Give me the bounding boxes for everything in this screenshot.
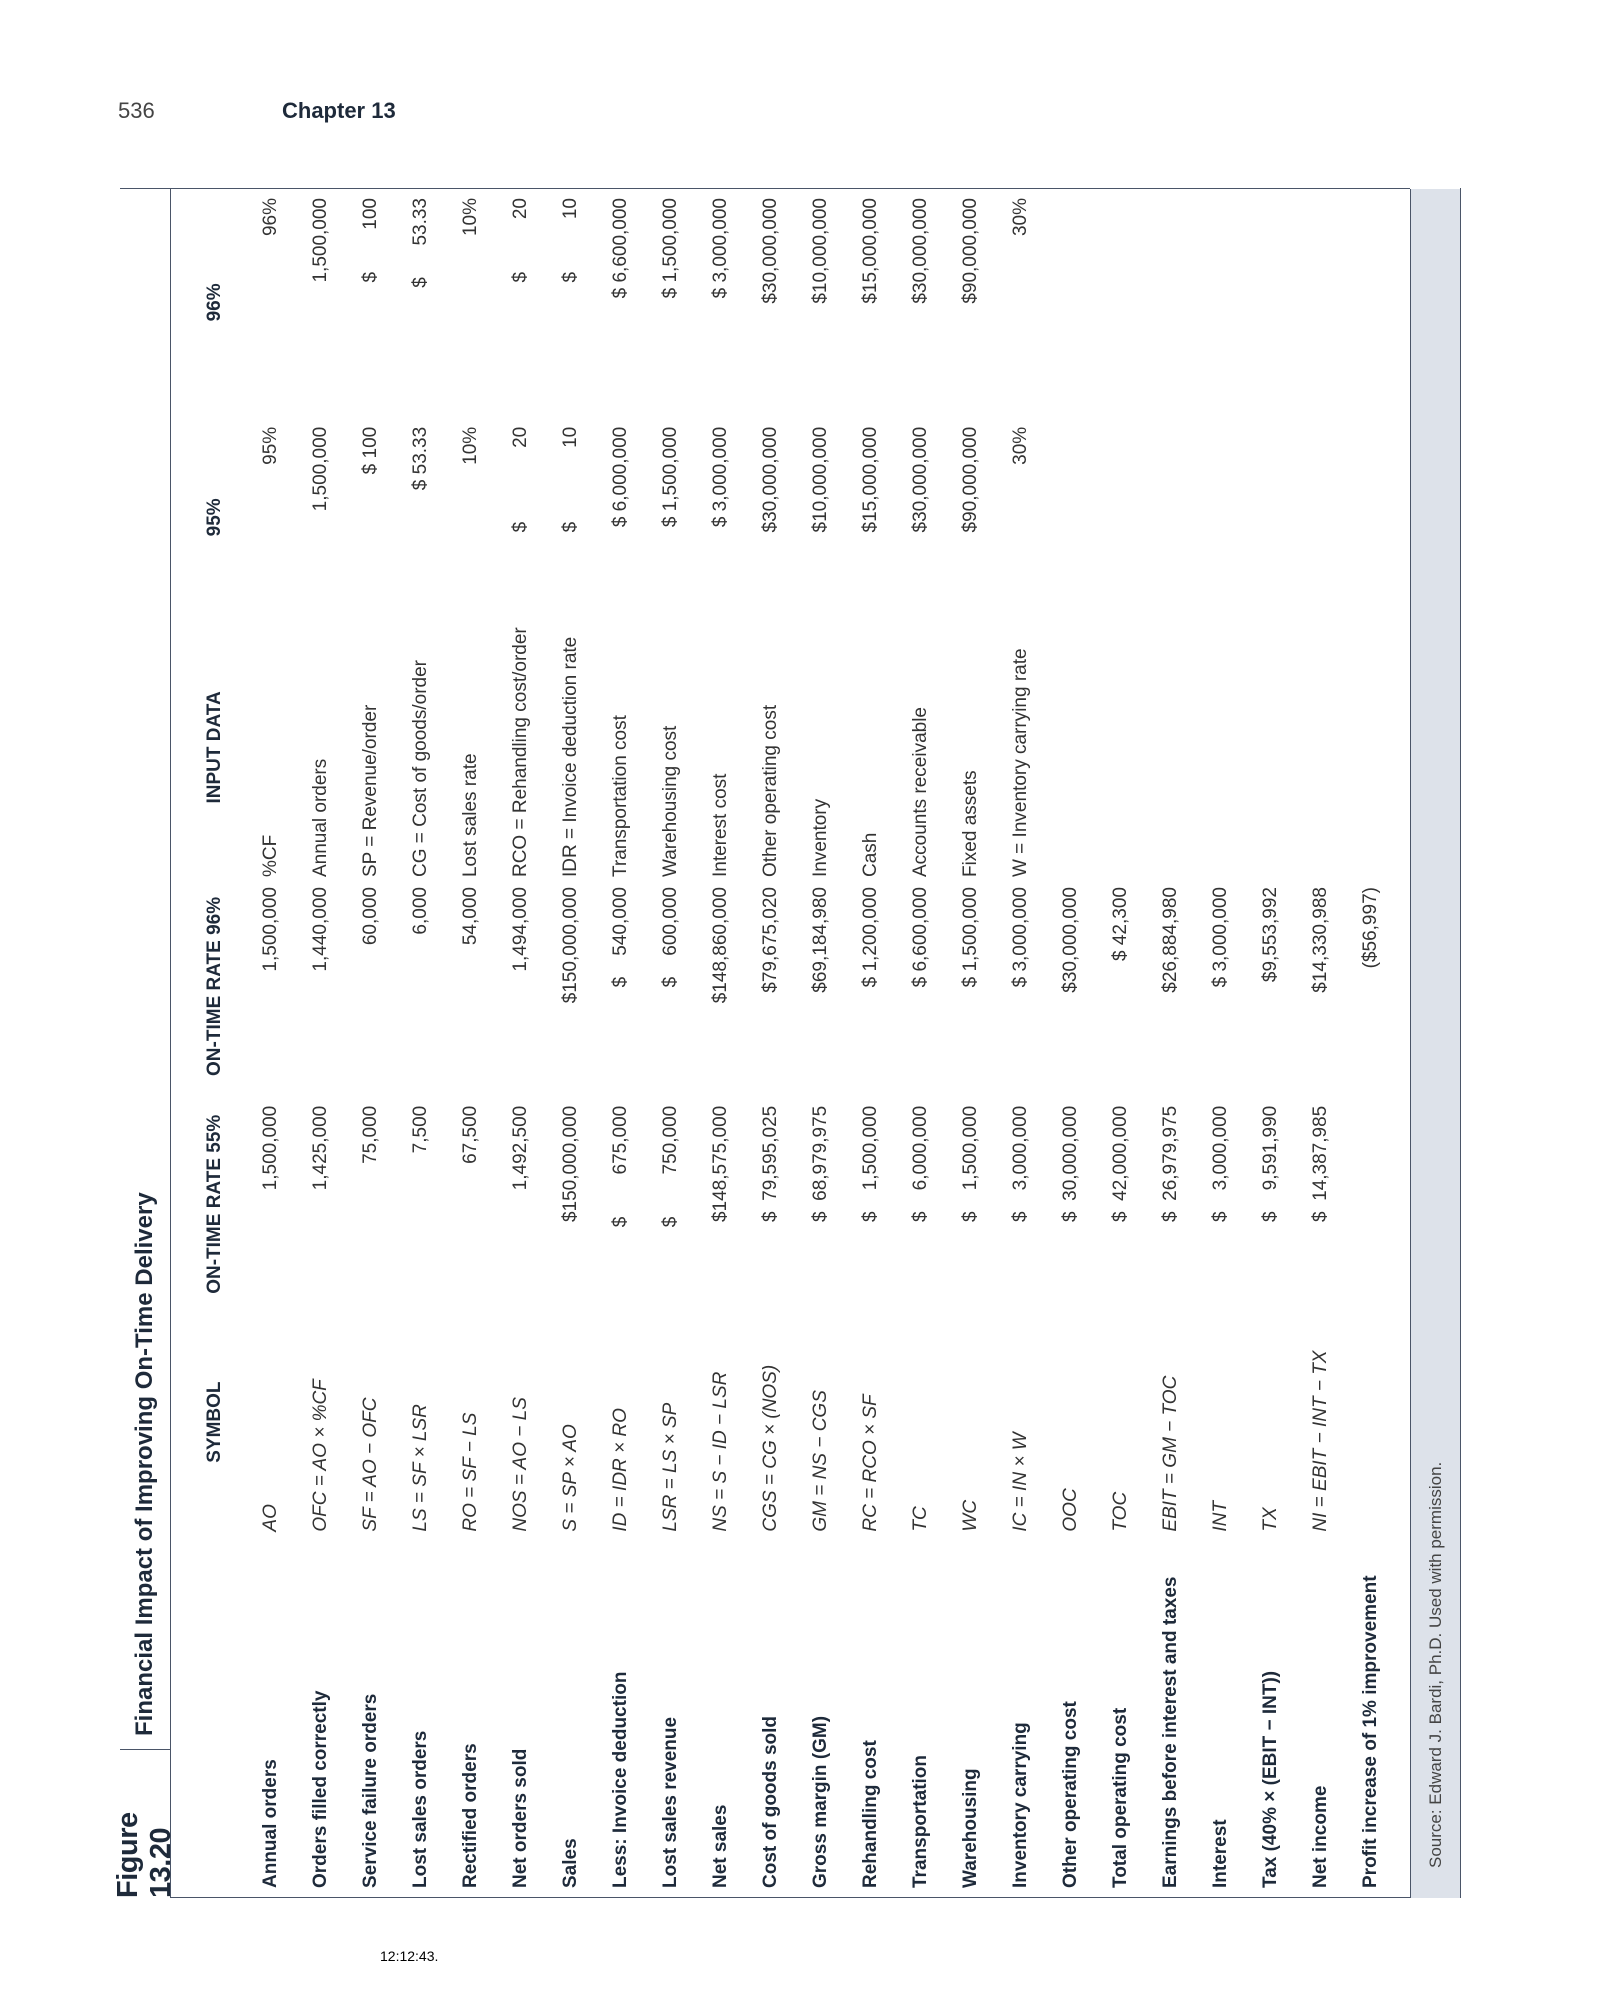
cell-p96: $10,000,000 bbox=[810, 198, 831, 304]
page-number: 536 bbox=[118, 98, 155, 123]
cell-symbol: AO bbox=[260, 1504, 281, 1532]
cell-rate55: $ 9,591,990 bbox=[1260, 1105, 1281, 1222]
cell-rate55: $150,000,000 bbox=[560, 1105, 581, 1223]
table-row bbox=[496, 188, 546, 1898]
cell-rate96: $ 42,300 bbox=[1110, 887, 1131, 961]
cell-symbol: CGS = CG × (NOS) bbox=[760, 1364, 781, 1532]
table-row bbox=[646, 188, 696, 1898]
cell-symbol: IC = IN × W bbox=[1010, 1432, 1031, 1532]
cell-p96: $ 1,500,000 bbox=[660, 198, 681, 299]
cell-p95: $ 3,000,000 bbox=[710, 426, 731, 528]
cell-label: Warehousing bbox=[960, 1768, 981, 1888]
cell-input: Cash bbox=[860, 832, 881, 878]
cell-p96: 30% bbox=[1010, 198, 1031, 237]
cell-rate55 bbox=[1346, 1096, 1396, 1313]
cell-p96: $30,000,000 bbox=[910, 198, 931, 304]
cell-p95: $ 20 bbox=[510, 426, 531, 533]
source-note: Source: Edward J. Bardi, Ph.D. Used with permission. bbox=[1410, 189, 1460, 1898]
cell-symbol: LSR = LS × SP bbox=[660, 1402, 681, 1532]
table-row bbox=[696, 188, 746, 1898]
cell-input: Accounts receivable bbox=[910, 706, 931, 878]
cell-p95 bbox=[1196, 417, 1246, 618]
cell-input: Fixed assets bbox=[960, 770, 981, 878]
cell-input: %CF bbox=[260, 834, 281, 878]
cell-label: Net income bbox=[1310, 1785, 1331, 1888]
cell-rate96: $30,000,000 bbox=[1060, 887, 1081, 993]
table-header-row bbox=[184, 188, 246, 1898]
cell-symbol: WC bbox=[960, 1499, 981, 1532]
header-label bbox=[184, 1532, 246, 1898]
cell-p96: $ 53.33 bbox=[410, 198, 431, 288]
cell-p96: 10% bbox=[460, 198, 481, 237]
cell-p95: 95% bbox=[260, 426, 281, 465]
cell-input: Lost sales rate bbox=[460, 753, 481, 878]
cell-label: Tax (40% × (EBIT − INT)) bbox=[1260, 1670, 1281, 1888]
cell-label: Rehandling cost bbox=[860, 1740, 881, 1888]
cell-p95: $ 53.33 bbox=[410, 426, 431, 491]
chapter-title: Chapter 13 bbox=[282, 98, 396, 123]
cell-rate55: $ 6,000,000 bbox=[910, 1105, 931, 1222]
cell-input bbox=[1246, 618, 1296, 877]
cell-symbol: TX bbox=[1260, 1507, 1281, 1532]
cell-rate96: ($56,997) bbox=[1360, 887, 1381, 969]
cell-rate96: $9,553,992 bbox=[1260, 887, 1281, 983]
cell-label: Annual orders bbox=[260, 1759, 281, 1888]
cell-label: Transportation bbox=[910, 1754, 931, 1888]
cell-rate96: 6,000 bbox=[410, 887, 431, 935]
cell-p95: 10% bbox=[460, 426, 481, 465]
cell-symbol: TOC bbox=[1110, 1491, 1131, 1532]
cell-rate55: $ 14,387,985 bbox=[1310, 1105, 1331, 1222]
cell-rate96: 1,494,000 bbox=[510, 887, 531, 972]
table-row bbox=[296, 188, 346, 1898]
cell-rate55: $ 3,000,000 bbox=[1010, 1105, 1031, 1222]
cell-p96 bbox=[1196, 188, 1246, 417]
figure-label: Figure 13.20 bbox=[120, 1749, 170, 1898]
cell-symbol: INT bbox=[1210, 1500, 1231, 1532]
cell-symbol: S = SP × AO bbox=[560, 1424, 581, 1532]
cell-symbol: LS = SF × LSR bbox=[410, 1404, 431, 1532]
table-row bbox=[796, 188, 846, 1898]
table-row bbox=[446, 188, 496, 1898]
cell-input: Other operating cost bbox=[760, 704, 781, 878]
table-body bbox=[246, 188, 1396, 1898]
cell-rate55: 1,492,500 bbox=[510, 1105, 531, 1191]
cell-rate96: 1,500,000 bbox=[260, 887, 281, 972]
cell-p96: $15,000,000 bbox=[860, 198, 881, 304]
cell-symbol: OOC bbox=[1060, 1488, 1081, 1532]
cell-p95 bbox=[1346, 417, 1396, 618]
cell-rate55: 67,500 bbox=[460, 1105, 481, 1164]
cell-input bbox=[1346, 618, 1396, 877]
cell-p96: 1,500,000 bbox=[310, 198, 331, 283]
cell-symbol: NS = S − ID − LSR bbox=[710, 1371, 731, 1532]
cell-input bbox=[1146, 618, 1196, 877]
cell-label: Total operating cost bbox=[1110, 1707, 1131, 1888]
table-row bbox=[246, 188, 296, 1898]
cell-input bbox=[1296, 618, 1346, 877]
cell-p96: $ 20 bbox=[510, 198, 531, 283]
cell-rate96: $69,184,980 bbox=[810, 887, 831, 993]
cell-input: SP = Revenue/order bbox=[360, 704, 381, 878]
cell-label: Net orders sold bbox=[510, 1748, 531, 1888]
cell-p96 bbox=[1046, 188, 1096, 417]
header-rate96: ON-TIME RATE 96% bbox=[204, 896, 225, 1076]
header-symbol: SYMBOL bbox=[204, 1381, 225, 1463]
cell-p95: $90,000,000 bbox=[960, 426, 981, 533]
cell-input: Interest cost bbox=[710, 773, 731, 878]
cell-label: Lost sales revenue bbox=[660, 1716, 681, 1888]
cell-rate55: 75,000 bbox=[360, 1105, 381, 1164]
cell-rate55: $ 42,000,000 bbox=[1110, 1105, 1131, 1222]
table-row bbox=[1346, 188, 1396, 1898]
cell-p95 bbox=[1096, 417, 1146, 618]
cell-label: Gross margin (GM) bbox=[810, 1715, 831, 1888]
cell-p96: 96% bbox=[260, 198, 281, 237]
cell-symbol: TC bbox=[910, 1506, 931, 1532]
cell-rate96: $ 1,500,000 bbox=[960, 887, 981, 988]
cell-symbol: GM = NS − CGS bbox=[810, 1390, 831, 1532]
cell-label: Profit increase of 1% improvement bbox=[1360, 1575, 1381, 1888]
cell-rate55: $ 675,000 bbox=[610, 1105, 631, 1228]
cell-input bbox=[1096, 618, 1146, 877]
cell-label: Inventory carrying bbox=[1010, 1722, 1031, 1888]
cell-rate96: $ 540,000 bbox=[610, 887, 631, 988]
table-row bbox=[396, 188, 446, 1898]
cell-label: Service failure orders bbox=[360, 1693, 381, 1888]
cell-p95 bbox=[1146, 417, 1196, 618]
cell-p95: $30,000,000 bbox=[910, 426, 931, 533]
table-row bbox=[1196, 188, 1246, 1898]
cell-p95: $ 1,500,000 bbox=[660, 426, 681, 528]
cell-rate55: 7,500 bbox=[410, 1105, 431, 1154]
cell-p96 bbox=[1096, 188, 1146, 417]
cell-p96 bbox=[1346, 188, 1396, 417]
cell-rate55: 1,425,000 bbox=[310, 1105, 331, 1191]
cell-rate55: $ 1,500,000 bbox=[960, 1105, 981, 1222]
rotated-figure bbox=[112, 188, 1460, 1898]
cell-rate96: $150,000,000 bbox=[560, 887, 581, 1004]
table-row bbox=[896, 188, 946, 1898]
cell-p95: $10,000,000 bbox=[810, 426, 831, 533]
cell-input: Transportation cost bbox=[610, 715, 631, 878]
cell-rate96: $ 3,000,000 bbox=[1010, 887, 1031, 988]
cell-rate96: $14,330,988 bbox=[1310, 887, 1331, 993]
cell-rate55: $ 30,000,000 bbox=[1060, 1105, 1081, 1222]
header-95: 95% bbox=[204, 498, 225, 537]
cell-label: Orders filled correctly bbox=[310, 1690, 331, 1888]
cell-rate55: $ 750,000 bbox=[660, 1105, 681, 1228]
figure-title-bar bbox=[112, 188, 177, 1898]
cell-input: IDR = Invoice deduction rate bbox=[560, 636, 581, 878]
table-row bbox=[946, 188, 996, 1898]
cell-rate96: $ 600,000 bbox=[660, 887, 681, 988]
table-row bbox=[346, 188, 396, 1898]
cell-p96: $ 10 bbox=[560, 198, 581, 283]
cell-symbol: RO = SF − LS bbox=[460, 1412, 481, 1532]
cell-rate55: $ 1,500,000 bbox=[860, 1105, 881, 1222]
financial-impact-table bbox=[184, 188, 1396, 1898]
table-row bbox=[1296, 188, 1346, 1898]
cell-p95 bbox=[1246, 417, 1296, 618]
cell-rate96: $ 3,000,000 bbox=[1210, 887, 1231, 988]
cell-rate96: $148,860,000 bbox=[710, 887, 731, 1004]
cell-input bbox=[1046, 618, 1096, 877]
cell-p95: $ 6,000,000 bbox=[610, 426, 631, 528]
cell-symbol: OFC = AO × %CF bbox=[310, 1379, 331, 1532]
table-row bbox=[1046, 188, 1096, 1898]
cell-input: Annual orders bbox=[310, 758, 331, 878]
cell-symbol: SF = AO − OFC bbox=[360, 1397, 381, 1532]
cell-rate96: 1,440,000 bbox=[310, 887, 331, 972]
cell-label: Rectified orders bbox=[460, 1743, 481, 1888]
cell-rate96: $ 1,200,000 bbox=[860, 887, 881, 988]
table-row bbox=[546, 188, 596, 1898]
cell-input: RCO = Rehandling cost/order bbox=[510, 627, 531, 878]
table-row bbox=[996, 188, 1046, 1898]
cell-rate96: $26,884,980 bbox=[1160, 887, 1181, 993]
cell-rate55: 1,500,000 bbox=[260, 1105, 281, 1191]
cell-p96: $30,000,000 bbox=[760, 198, 781, 304]
cell-input: Inventory bbox=[810, 798, 831, 878]
cell-p96: $90,000,000 bbox=[960, 198, 981, 304]
cell-input: CG = Cost of goods/order bbox=[410, 660, 431, 878]
cell-symbol: NOS = AO − LS bbox=[510, 1397, 531, 1532]
cell-rate96: $ 6,600,000 bbox=[910, 887, 931, 988]
cell-p96: $ 3,000,000 bbox=[710, 198, 731, 299]
cell-rate96: 54,000 bbox=[460, 887, 481, 946]
timestamp: 12:12:43. bbox=[380, 1948, 439, 1964]
cell-p96 bbox=[1296, 188, 1346, 417]
cell-p95 bbox=[1296, 417, 1346, 618]
cell-rate55: $148,575,000 bbox=[710, 1105, 731, 1223]
table-row bbox=[1246, 188, 1296, 1898]
figure-title: Financial Impact of Improving On-Time Delivery bbox=[131, 1192, 158, 1736]
cell-p95: $15,000,000 bbox=[860, 426, 881, 533]
header-rate55: ON-TIME RATE 55% bbox=[204, 1114, 225, 1294]
cell-p96 bbox=[1246, 188, 1296, 417]
cell-label: Cost of goods sold bbox=[760, 1715, 781, 1888]
cell-rate96: 60,000 bbox=[360, 887, 381, 946]
cell-label: Sales bbox=[560, 1838, 581, 1888]
cell-p96 bbox=[1146, 188, 1196, 417]
cell-p95: $ 100 bbox=[360, 426, 381, 475]
cell-symbol bbox=[1346, 1313, 1396, 1532]
cell-label: Interest bbox=[1210, 1819, 1231, 1888]
cell-input: Warehousing cost bbox=[660, 725, 681, 878]
header-96: 96% bbox=[204, 283, 225, 322]
table-row bbox=[1146, 188, 1196, 1898]
cell-symbol: ID = IDR × RO bbox=[610, 1408, 631, 1532]
table-row bbox=[746, 188, 796, 1898]
cell-label: Lost sales orders bbox=[410, 1730, 431, 1888]
cell-p95: 1,500,000 bbox=[310, 426, 331, 512]
cell-p95 bbox=[1046, 417, 1096, 618]
cell-rate55: $ 79,595,025 bbox=[760, 1105, 781, 1222]
cell-rate55: $ 26,979,975 bbox=[1160, 1105, 1181, 1222]
cell-p95: $ 10 bbox=[560, 426, 581, 533]
cell-rate55: $ 3,000,000 bbox=[1210, 1105, 1231, 1222]
cell-label: Other operating cost bbox=[1060, 1701, 1081, 1888]
cell-symbol: RC = RCO × SF bbox=[860, 1394, 881, 1532]
cell-label: Less: Invoice deduction bbox=[610, 1671, 631, 1888]
cell-label: Earnings before interest and taxes bbox=[1160, 1576, 1181, 1888]
cell-p95: 30% bbox=[1010, 426, 1031, 465]
table-row bbox=[846, 188, 896, 1898]
cell-p95: $30,000,000 bbox=[760, 426, 781, 533]
cell-label: Net sales bbox=[710, 1804, 731, 1888]
cell-rate55: $ 68,979,975 bbox=[810, 1105, 831, 1222]
cell-symbol: NI = EBIT − INT − TX bbox=[1310, 1350, 1331, 1532]
table-row bbox=[1096, 188, 1146, 1898]
table-row bbox=[596, 188, 646, 1898]
cell-input bbox=[1196, 618, 1246, 877]
cell-symbol: EBIT = GM − TOC bbox=[1160, 1375, 1181, 1532]
cell-p96: $ 6,600,000 bbox=[610, 198, 631, 299]
cell-input: W = Inventory carrying rate bbox=[1010, 648, 1031, 878]
header-input: INPUT DATA bbox=[204, 691, 225, 804]
cell-p96: $ 100 bbox=[360, 198, 381, 283]
cell-rate96: $79,675,020 bbox=[760, 887, 781, 993]
